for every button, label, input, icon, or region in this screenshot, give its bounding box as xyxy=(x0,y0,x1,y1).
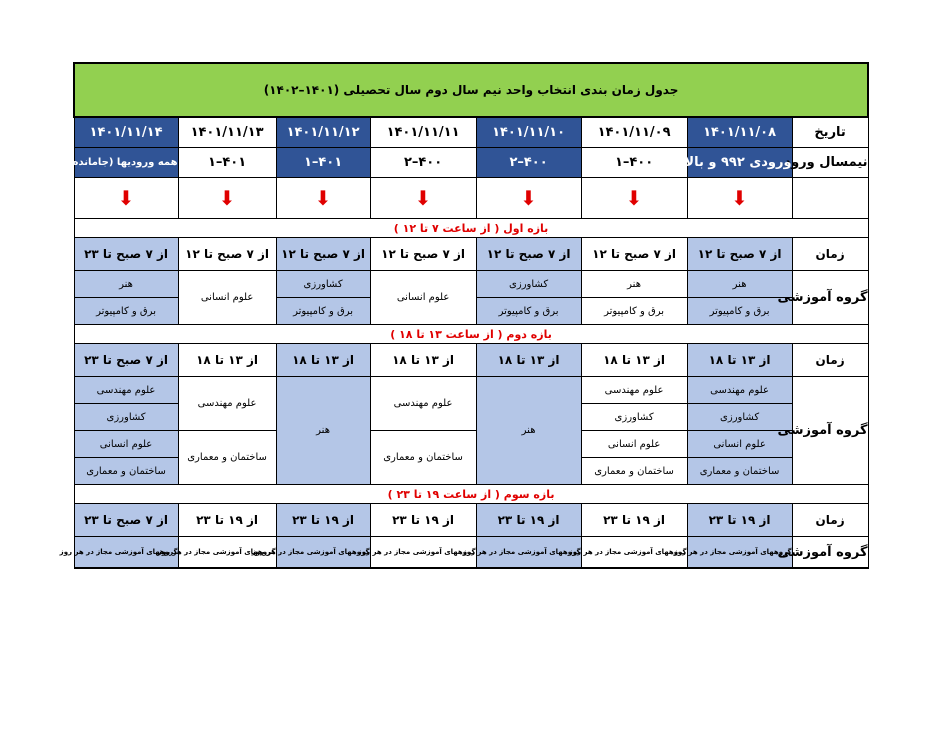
time-cell: از ۷ صبح تا ۲۳ xyxy=(74,344,178,377)
time-cell: از ۱۹ تا ۲۳ xyxy=(276,504,370,537)
time-cell: از ۷ صبح تا ۱۲ xyxy=(276,238,370,271)
group-cell: برق و کامپیوتر xyxy=(276,298,370,325)
down-arrow-icon: ⬇ xyxy=(731,185,748,210)
group-cell: علوم انسانی xyxy=(178,271,276,325)
group-cell: برق و کامپیوتر xyxy=(581,298,687,325)
time-cell: از ۱۳ تا ۱۸ xyxy=(370,344,476,377)
time-cell: از ۱۹ تا ۲۳ xyxy=(581,504,687,537)
group-cell: کشاورزی xyxy=(687,404,792,431)
time-cell: از ۱۹ تا ۲۳ xyxy=(476,504,581,537)
group-cell: گروههای آموزشی مجاز در هر روز xyxy=(476,537,581,569)
slot-2-title: بازه دوم ( از ساعت ۱۳ تا ۱۸ ) xyxy=(74,325,868,344)
group-cell: هنر xyxy=(581,271,687,298)
label-date: تاریخ xyxy=(792,117,868,148)
schedule-table xyxy=(59,62,869,569)
time-cell: از ۱۳ تا ۱۸ xyxy=(581,344,687,377)
group-cell: علوم انسانی xyxy=(370,271,476,325)
group-cell: کشاورزی xyxy=(581,404,687,431)
group-cell: هنر xyxy=(476,377,581,485)
time-cell: از ۷ صبح تا ۱۲ xyxy=(476,238,581,271)
time-cell: از ۷ صبح تا ۱۲ xyxy=(178,238,276,271)
group-cell: ساختمان و معماری xyxy=(370,431,476,485)
time-cell: از ۷ صبح تا ۱۲ xyxy=(687,238,792,271)
down-arrow-icon: ⬇ xyxy=(218,185,236,210)
time-cell: از ۱۳ تا ۱۸ xyxy=(687,344,792,377)
label-group: گروه آموزشی xyxy=(792,271,868,325)
label-time: زمان xyxy=(792,344,868,377)
slot-1-title: بازه اول ( از ساعت ۷ تا ۱۲ ) xyxy=(74,219,868,238)
label-time: زمان xyxy=(792,504,868,537)
group-cell: علوم مهندسی xyxy=(178,377,276,431)
group-cell: برق و کامپیوتر xyxy=(74,298,178,325)
time-cell: از ۱۳ تا ۱۸ xyxy=(178,344,276,377)
label-time: زمان xyxy=(792,238,868,271)
date-cell: ۱۴۰۱/۱۱/۱۱ xyxy=(370,117,476,148)
group-cell: علوم مهندسی xyxy=(74,377,178,404)
group-cell: گروههای آموزشی مجاز در هر روز xyxy=(276,537,370,569)
term-cell: ۴۰۰–۲ xyxy=(370,148,476,178)
group-cell: هنر xyxy=(687,271,792,298)
down-arrow-icon: ⬇ xyxy=(625,185,643,210)
time-cell: از ۷ صبح تا ۱۲ xyxy=(581,238,687,271)
group-cell: برق و کامپیوتر xyxy=(687,298,792,325)
group-cell: گروههای آموزشی مجاز در هر روز xyxy=(370,537,476,569)
label-group: گروه آموزشی xyxy=(792,377,868,485)
page-title: جدول زمان بندی انتخاب واحد نیم سال دوم سال تحصیلی (۱۴۰۱–۱۴۰۲) xyxy=(74,63,868,117)
term-cell: ۴۰۱–۱ xyxy=(178,148,276,178)
term-cell: ۴۰۱–۱ xyxy=(276,148,370,178)
date-cell: ۱۴۰۱/۱۱/۱۲ xyxy=(276,117,370,148)
group-cell: ساختمان و معماری xyxy=(687,458,792,485)
date-cell: ۱۴۰۱/۱۱/۰۹ xyxy=(581,117,687,148)
time-cell: از ۷ صبح تا ۲۳ xyxy=(74,238,178,271)
group-cell: علوم مهندسی xyxy=(581,377,687,404)
group-cell: ساختمان و معماری xyxy=(178,431,276,485)
term-cell: ۴۰۰–۱ xyxy=(581,148,687,178)
down-arrow-icon: ⬇ xyxy=(117,185,135,210)
time-cell: از ۷ صبح تا ۱۲ xyxy=(370,238,476,271)
group-cell: برق و کامپیوتر xyxy=(476,298,581,325)
time-cell: از ۱۹ تا ۲۳ xyxy=(178,504,276,537)
group-cell: گروههای آموزشی مجاز در هر روز xyxy=(74,537,178,569)
group-cell: علوم انسانی xyxy=(581,431,687,458)
group-cell: هنر xyxy=(74,271,178,298)
down-arrow-icon: ⬇ xyxy=(414,185,432,210)
group-cell: کشاورزی xyxy=(476,271,581,298)
group-cell: کشاورزی xyxy=(276,271,370,298)
time-cell: از ۱۹ تا ۲۳ xyxy=(687,504,792,537)
group-cell: علوم انسانی xyxy=(74,431,178,458)
date-cell: ۱۴۰۱/۱۱/۱۰ xyxy=(476,117,581,148)
group-cell: علوم مهندسی xyxy=(687,377,792,404)
date-cell: ۱۴۰۱/۱۱/۰۸ xyxy=(687,117,792,148)
group-cell: علوم انسانی xyxy=(687,431,792,458)
group-cell: ساختمان و معماری xyxy=(581,458,687,485)
term-cell: همه ورودیها (جامانده) xyxy=(74,148,178,178)
group-cell: کشاورزی xyxy=(74,404,178,431)
time-cell: از ۱۳ تا ۱۸ xyxy=(276,344,370,377)
term-cell: ورودی ۹۹۲ و بالاتر xyxy=(687,148,792,178)
group-cell: علوم مهندسی xyxy=(370,377,476,431)
date-cell: ۱۴۰۱/۱۱/۱۴ xyxy=(74,117,178,148)
label-group: گروه آموزشی xyxy=(792,537,868,569)
arrow-spacer xyxy=(792,178,868,219)
time-cell: از ۱۳ تا ۱۸ xyxy=(476,344,581,377)
group-cell: گروههای آموزشی مجاز در هر روز xyxy=(178,537,276,569)
slot-3-title: بازه سوم ( از ساعت ۱۹ تا ۲۳ ) xyxy=(74,485,868,504)
date-cell: ۱۴۰۱/۱۱/۱۳ xyxy=(178,117,276,148)
time-cell: از ۷ صبح تا ۲۳ xyxy=(74,504,178,537)
group-cell: گروههای آموزشی مجاز در هر روز xyxy=(687,537,792,569)
label-entry-term: نیمسال ورود xyxy=(792,148,868,178)
group-cell: گروههای آموزشی مجاز در هر روز xyxy=(581,537,687,569)
time-cell: از ۱۹ تا ۲۳ xyxy=(370,504,476,537)
term-cell: ۴۰۰–۲ xyxy=(476,148,581,178)
group-cell: هنر xyxy=(276,377,370,485)
group-cell: ساختمان و معماری xyxy=(74,458,178,485)
down-arrow-icon: ⬇ xyxy=(314,185,332,210)
down-arrow-icon: ⬇ xyxy=(520,185,537,210)
